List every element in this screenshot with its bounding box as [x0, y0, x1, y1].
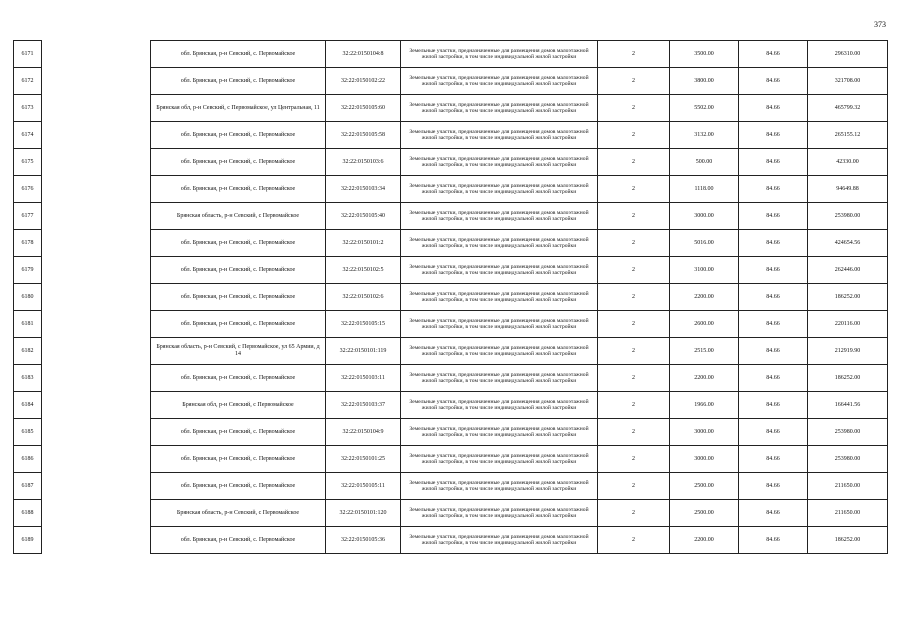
address-cell: Брянская область, р-н Севский, с Первомайское [151, 203, 326, 230]
group-cell: 2 [598, 392, 670, 419]
spacer-cell [42, 122, 151, 149]
area-cell: 2500.00 [670, 500, 739, 527]
cadastral-value-cell: 465799.32 [808, 95, 888, 122]
table-row [14, 392, 888, 419]
cadastral-number-cell: 32:22:0150101:120 [326, 500, 401, 527]
address-cell: Брянская область, р-н Севский, с Первомайское, ул 65 Армии, д 14 [151, 338, 326, 365]
rate-cell: 84.66 [739, 365, 808, 392]
spacer-cell [42, 365, 151, 392]
row-number-cell: 6172 [14, 68, 42, 95]
cadastral-number-cell: 32:22:0150101:25 [326, 446, 401, 473]
row-number-cell: 6189 [14, 527, 42, 554]
group-cell: 2 [598, 95, 670, 122]
spacer-cell [42, 446, 151, 473]
rate-cell: 84.66 [739, 257, 808, 284]
rate-cell: 84.66 [739, 311, 808, 338]
cadastral-number-cell: 32:22:0150101:2 [326, 230, 401, 257]
cadastral-value-cell: 186252.00 [808, 365, 888, 392]
row-number-cell: 6174 [14, 122, 42, 149]
address-cell: обл. Брянская, р-н Севский, с. Первомайское [151, 68, 326, 95]
cadastral-value-cell: 253980.00 [808, 446, 888, 473]
land-use-cell: Земельные участки, предназначенные для размещения домов малоэтажной жилой застройки, в том числе индивидуальной жилой застройки [401, 257, 598, 284]
address-cell: обл. Брянская, р-н Севский, с. Первомайское [151, 41, 326, 68]
land-use-cell: Земельные участки, предназначенные для размещения домов малоэтажной жилой застройки, в том числе индивидуальной жилой застройки [401, 284, 598, 311]
area-cell: 3000.00 [670, 419, 739, 446]
spacer-cell [42, 149, 151, 176]
spacer-cell [42, 41, 151, 68]
group-cell: 2 [598, 203, 670, 230]
land-use-cell: Земельные участки, предназначенные для размещения домов малоэтажной жилой застройки, в том числе индивидуальной жилой застройки [401, 122, 598, 149]
spacer-cell [42, 176, 151, 203]
cadastral-value-cell: 296310.00 [808, 41, 888, 68]
rate-cell: 84.66 [739, 203, 808, 230]
address-cell: обл. Брянская, р-н Севский, с. Первомайское [151, 230, 326, 257]
spacer-cell [42, 95, 151, 122]
cadastral-number-cell: 32:22:0150104:9 [326, 419, 401, 446]
rate-cell: 84.66 [739, 41, 808, 68]
rate-cell: 84.66 [739, 95, 808, 122]
cadastral-value-table [13, 40, 888, 554]
area-cell: 2200.00 [670, 365, 739, 392]
address-cell: обл. Брянская, р-н Севский, с. Первомайское [151, 311, 326, 338]
land-use-cell: Земельные участки, предназначенные для размещения домов малоэтажной жилой застройки, в том числе индивидуальной жилой застройки [401, 338, 598, 365]
area-cell: 2200.00 [670, 284, 739, 311]
table-row [14, 122, 888, 149]
spacer-cell [42, 257, 151, 284]
cadastral-number-cell: 32:22:0150104:8 [326, 41, 401, 68]
spacer-cell [42, 527, 151, 554]
table-row [14, 203, 888, 230]
group-cell: 2 [598, 500, 670, 527]
row-number-cell: 6184 [14, 392, 42, 419]
rate-cell: 84.66 [739, 338, 808, 365]
address-cell: обл. Брянская, р-н Севский, с. Первомайское [151, 257, 326, 284]
table-row [14, 419, 888, 446]
area-cell: 3000.00 [670, 446, 739, 473]
spacer-cell [42, 311, 151, 338]
group-cell: 2 [598, 365, 670, 392]
area-cell: 2515.00 [670, 338, 739, 365]
rate-cell: 84.66 [739, 419, 808, 446]
cadastral-value-cell: 94649.88 [808, 176, 888, 203]
group-cell: 2 [598, 527, 670, 554]
spacer-cell [42, 68, 151, 95]
address-cell: обл. Брянская, р-н Севский, с. Первомайское [151, 284, 326, 311]
group-cell: 2 [598, 176, 670, 203]
address-cell: обл. Брянская, р-н Севский, с. Первомайское [151, 446, 326, 473]
group-cell: 2 [598, 311, 670, 338]
area-cell: 2500.00 [670, 473, 739, 500]
cadastral-value-cell: 321708.00 [808, 68, 888, 95]
group-cell: 2 [598, 41, 670, 68]
spacer-cell [42, 473, 151, 500]
row-number-cell: 6175 [14, 149, 42, 176]
table-row [14, 311, 888, 338]
cadastral-number-cell: 32:22:0150105:40 [326, 203, 401, 230]
cadastral-number-cell: 32:22:0150103:11 [326, 365, 401, 392]
cadastral-number-cell: 32:22:0150103:34 [326, 176, 401, 203]
land-use-cell: Земельные участки, предназначенные для размещения домов малоэтажной жилой застройки, в том числе индивидуальной жилой застройки [401, 230, 598, 257]
table-row [14, 473, 888, 500]
cadastral-value-cell: 186252.00 [808, 284, 888, 311]
area-cell: 5016.00 [670, 230, 739, 257]
table-row [14, 257, 888, 284]
land-use-cell: Земельные участки, предназначенные для размещения домов малоэтажной жилой застройки, в том числе индивидуальной жилой застройки [401, 311, 598, 338]
cadastral-value-cell: 424654.56 [808, 230, 888, 257]
cadastral-number-cell: 32:22:0150102:5 [326, 257, 401, 284]
cadastral-number-cell: 32:22:0150105:58 [326, 122, 401, 149]
row-number-cell: 6181 [14, 311, 42, 338]
spacer-cell [42, 338, 151, 365]
address-cell: обл. Брянская, р-н Севский, с. Первомайское [151, 149, 326, 176]
spacer-cell [42, 500, 151, 527]
area-cell: 3500.00 [670, 41, 739, 68]
cadastral-number-cell: 32:22:0150102:6 [326, 284, 401, 311]
address-cell: обл. Брянская, р-н Севский, с. Первомайское [151, 527, 326, 554]
land-use-cell: Земельные участки, предназначенные для размещения домов малоэтажной жилой застройки, в том числе индивидуальной жилой застройки [401, 473, 598, 500]
table-row [14, 68, 888, 95]
row-number-cell: 6187 [14, 473, 42, 500]
address-cell: обл. Брянская, р-н Севский, с. Первомайское [151, 365, 326, 392]
address-cell: обл. Брянская, р-н Севский, с. Первомайское [151, 473, 326, 500]
rate-cell: 84.66 [739, 392, 808, 419]
cadastral-number-cell: 32:22:0150101:119 [326, 338, 401, 365]
land-use-cell: Земельные участки, предназначенные для размещения домов малоэтажной жилой застройки, в том числе индивидуальной жилой застройки [401, 41, 598, 68]
rate-cell: 84.66 [739, 527, 808, 554]
cadastral-value-cell: 42330.00 [808, 149, 888, 176]
rate-cell: 84.66 [739, 500, 808, 527]
address-cell: обл. Брянская, р-н Севский, с. Первомайское [151, 122, 326, 149]
area-cell: 3132.00 [670, 122, 739, 149]
spacer-cell [42, 203, 151, 230]
group-cell: 2 [598, 446, 670, 473]
cadastral-value-cell: 253980.00 [808, 203, 888, 230]
address-cell: обл. Брянская, р-н Севский, с. Первомайское [151, 176, 326, 203]
land-use-cell: Земельные участки, предназначенные для размещения домов малоэтажной жилой застройки, в том числе индивидуальной жилой застройки [401, 392, 598, 419]
cadastral-value-cell: 211650.00 [808, 500, 888, 527]
address-cell: обл. Брянская, р-н Севский, с. Первомайское [151, 419, 326, 446]
row-number-cell: 6182 [14, 338, 42, 365]
group-cell: 2 [598, 473, 670, 500]
table-row [14, 527, 888, 554]
spacer-cell [42, 230, 151, 257]
group-cell: 2 [598, 230, 670, 257]
land-use-cell: Земельные участки, предназначенные для размещения домов малоэтажной жилой застройки, в том числе индивидуальной жилой застройки [401, 68, 598, 95]
table-row [14, 446, 888, 473]
cadastral-number-cell: 32:22:0150105:11 [326, 473, 401, 500]
table-row [14, 338, 888, 365]
table-row [14, 95, 888, 122]
group-cell: 2 [598, 149, 670, 176]
land-use-cell: Земельные участки, предназначенные для размещения домов малоэтажной жилой застройки, в том числе индивидуальной жилой застройки [401, 419, 598, 446]
group-cell: 2 [598, 338, 670, 365]
area-cell: 3800.00 [670, 68, 739, 95]
spacer-cell [42, 419, 151, 446]
table-row [14, 500, 888, 527]
rate-cell: 84.66 [739, 149, 808, 176]
rate-cell: 84.66 [739, 473, 808, 500]
land-use-cell: Земельные участки, предназначенные для размещения домов малоэтажной жилой застройки, в том числе индивидуальной жилой застройки [401, 500, 598, 527]
cadastral-number-cell: 32:22:0150105:36 [326, 527, 401, 554]
rate-cell: 84.66 [739, 68, 808, 95]
rate-cell: 84.66 [739, 446, 808, 473]
cadastral-number-cell: 32:22:0150105:60 [326, 95, 401, 122]
rate-cell: 84.66 [739, 122, 808, 149]
area-cell: 500.00 [670, 149, 739, 176]
row-number-cell: 6188 [14, 500, 42, 527]
land-use-cell: Земельные участки, предназначенные для размещения домов малоэтажной жилой застройки, в том числе индивидуальной жилой застройки [401, 365, 598, 392]
row-number-cell: 6173 [14, 95, 42, 122]
table-row [14, 149, 888, 176]
row-number-cell: 6178 [14, 230, 42, 257]
rate-cell: 84.66 [739, 230, 808, 257]
group-cell: 2 [598, 68, 670, 95]
cadastral-number-cell: 32:22:0150103:37 [326, 392, 401, 419]
table-row [14, 41, 888, 68]
table-body [14, 41, 888, 554]
land-use-cell: Земельные участки, предназначенные для размещения домов малоэтажной жилой застройки, в том числе индивидуальной жилой застройки [401, 446, 598, 473]
area-cell: 3100.00 [670, 257, 739, 284]
table-row [14, 284, 888, 311]
rate-cell: 84.66 [739, 176, 808, 203]
group-cell: 2 [598, 257, 670, 284]
cadastral-value-cell: 262446.00 [808, 257, 888, 284]
area-cell: 5502.00 [670, 95, 739, 122]
spacer-cell [42, 284, 151, 311]
cadastral-value-cell: 166441.56 [808, 392, 888, 419]
cadastral-value-cell: 220116.00 [808, 311, 888, 338]
area-cell: 2600.00 [670, 311, 739, 338]
cadastral-value-cell: 211650.00 [808, 473, 888, 500]
cadastral-number-cell: 32:22:0150105:15 [326, 311, 401, 338]
row-number-cell: 6171 [14, 41, 42, 68]
land-use-cell: Земельные участки, предназначенные для размещения домов малоэтажной жилой застройки, в том числе индивидуальной жилой застройки [401, 95, 598, 122]
land-use-cell: Земельные участки, предназначенные для размещения домов малоэтажной жилой застройки, в том числе индивидуальной жилой застройки [401, 527, 598, 554]
address-cell: Брянская область, р-н Севский, с Первомайское [151, 500, 326, 527]
group-cell: 2 [598, 419, 670, 446]
area-cell: 1966.00 [670, 392, 739, 419]
cadastral-value-cell: 265155.12 [808, 122, 888, 149]
address-cell: Брянская обл, р-н Севский, с Первомайское, ул Центральная, 11 [151, 95, 326, 122]
spacer-cell [42, 392, 151, 419]
land-use-cell: Земельные участки, предназначенные для размещения домов малоэтажной жилой застройки, в том числе индивидуальной жилой застройки [401, 176, 598, 203]
row-number-cell: 6183 [14, 365, 42, 392]
row-number-cell: 6177 [14, 203, 42, 230]
address-cell: Брянская обл, р-н Севский, с Первомайское [151, 392, 326, 419]
land-use-cell: Земельные участки, предназначенные для размещения домов малоэтажной жилой застройки, в том числе индивидуальной жилой застройки [401, 149, 598, 176]
cadastral-value-cell: 212919.90 [808, 338, 888, 365]
cadastral-number-cell: 32:22:0150103:6 [326, 149, 401, 176]
group-cell: 2 [598, 122, 670, 149]
cadastral-number-cell: 32:22:0150102:22 [326, 68, 401, 95]
area-cell: 3000.00 [670, 203, 739, 230]
row-number-cell: 6180 [14, 284, 42, 311]
table-row [14, 230, 888, 257]
group-cell: 2 [598, 284, 670, 311]
page-number: 373 [874, 20, 886, 29]
table-row [14, 365, 888, 392]
rate-cell: 84.66 [739, 284, 808, 311]
row-number-cell: 6185 [14, 419, 42, 446]
area-cell: 2200.00 [670, 527, 739, 554]
cadastral-value-cell: 253980.00 [808, 419, 888, 446]
table-row [14, 176, 888, 203]
row-number-cell: 6186 [14, 446, 42, 473]
row-number-cell: 6179 [14, 257, 42, 284]
row-number-cell: 6176 [14, 176, 42, 203]
area-cell: 1118.00 [670, 176, 739, 203]
land-use-cell: Земельные участки, предназначенные для размещения домов малоэтажной жилой застройки, в том числе индивидуальной жилой застройки [401, 203, 598, 230]
cadastral-value-cell: 186252.00 [808, 527, 888, 554]
